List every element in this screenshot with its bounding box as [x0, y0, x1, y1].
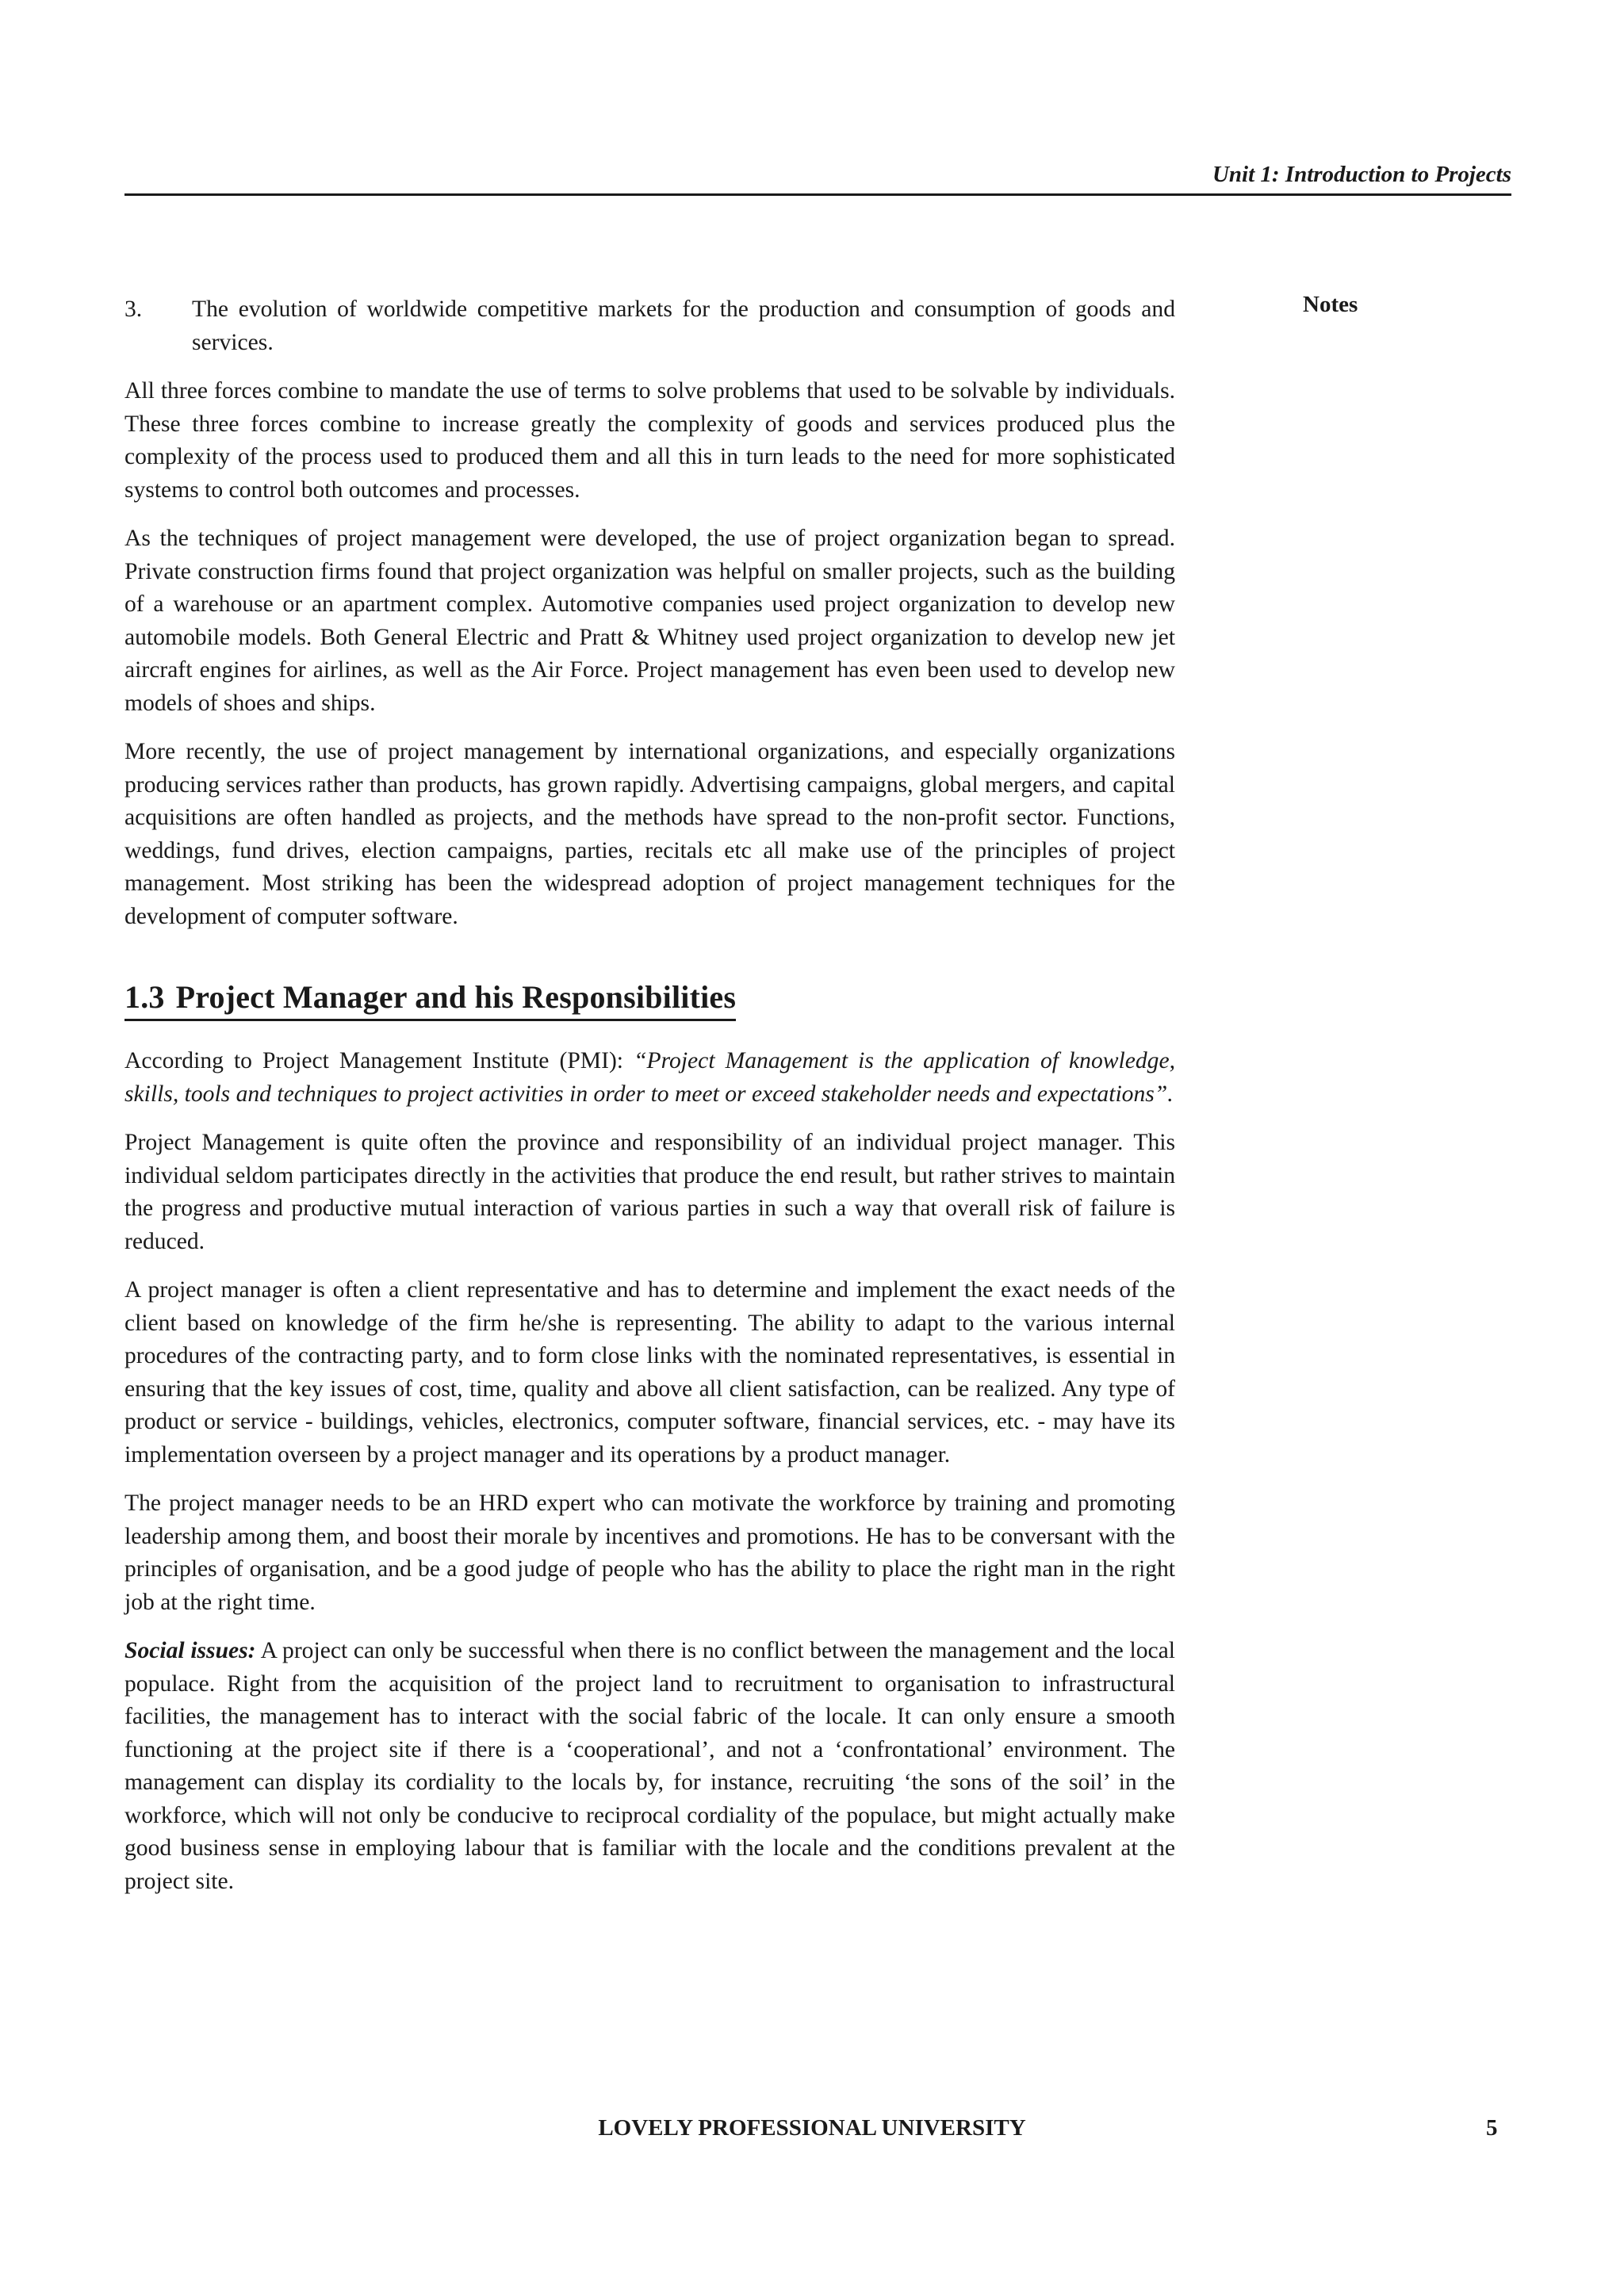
- social-issues-text: A project can only be successful when there is no conflict between the management and the local populace. Right from the acquisition of the project land to recruitment to organisation to infrastructural facilities, the management has to interact with the social fabric of the locale. It can only ensure a smooth functioning at the project site if there is a ‘cooperational’, and not a ‘confrontational’ environment. The management can display its cordiality to the locals by, for instance, recruiting ‘the sons of the soil’ in the workforce, which will not only be conducive to reciprocal cordiality of the populace, but might actually make good business sense in employing labour that is familiar with the locale and the conditions prevalent at the project site.: [124, 1638, 1175, 1894]
- paragraph: Project Management is quite often the province and responsibility of an individual project manager. This individual seldom participates directly in the activities that produce the end result, but rather strives to maintain the progress and productive mutual interaction of various parties in such a way that overall risk of failure is reduced.: [124, 1130, 1175, 1254]
- page-number: 5: [1486, 2115, 1498, 2141]
- social-issues-label: Social issues:: [124, 1638, 256, 1663]
- list-item-text: The evolution of worldwide competitive markets for the production and consumption of goods and services.: [192, 297, 1175, 355]
- pmi-lead-text: According to Project Management Institute (PMI):: [124, 1048, 634, 1073]
- paragraph: The project manager needs to be an HRD expert who can motivate the workforce by training and promoting leadership among them, and boost their morale by incentives and promotions. He has to be conversant with the principles of organisation, and be a good judge of people who has the ability to place the right man in the right job at the right time.: [124, 1490, 1175, 1615]
- paragraph: As the techniques of project management were developed, the use of project organization began to spread. Private construction firms found that project organization was helpful on smaller projects, such as the building of a warehouse or an apartment complex. Automotive companies used project organization to develop new automobile models. Both General Electric and Pratt & Whitney used project organization to develop new jet aircraft engines for airlines, as well as the Air Force. Project management has even been used to develop new models of shoes and ships.: [124, 526, 1175, 716]
- paragraph: All three forces combine to mandate the use of terms to solve problems that used to be solvable by individuals. These three forces combine to increase greatly the complexity of goods and services produced plus the complexity of the process used to produced them and all this in turn leads to the need for more sophisticated systems to control both outcomes and processes.: [124, 378, 1175, 503]
- paragraph: A project manager is often a client representative and has to determine and implement the exact needs of the client based on knowledge of the firm he/she is representing. The ability to adapt to the various internal procedures of the contracting party, and to form close links with the nominated representatives, is essential in ensuring that the key issues of cost, time, quality and above all client satisfaction, can be realized. Any type of product or service - buildings, vehicles, electronics, computer software, financial services, etc. - may have its implementation overseen by a project manager and its operations by a product manager.: [124, 1277, 1175, 1468]
- running-header: [124, 157, 1511, 196]
- section-heading: [124, 978, 736, 1021]
- paragraph: More recently, the use of project management by international organizations, and especially organizations producing services rather than products, has grown rapidly. Advertising campaigns, global mergers, and capital acquisitions are often handled as projects, and the methods have spread to the non-profit sector. Functions, weddings, fund drives, election campaigns, parties, recitals etc all make use of the principles of project management. Most striking has been the widespread adoption of project management techniques for the development of computer software.: [124, 739, 1175, 929]
- section-title: Project Manager and his Responsibilities: [175, 979, 737, 1015]
- pmi-definition-paragraph: [124, 1045, 1175, 1111]
- notes-margin-label: Notes: [1303, 292, 1358, 317]
- section-number: 1.3: [124, 979, 165, 1015]
- pmi-quote: “Project Management is the application of knowledge, skills, tools and techniques to project activities in order to meet or exceed stakeholder needs and expectations”.: [124, 1048, 1175, 1107]
- unit-title: Unit 1: Introduction to Projects: [1212, 162, 1511, 187]
- main-text-column: [124, 293, 1175, 1914]
- list-item-number: 3.: [124, 297, 143, 322]
- social-issues-paragraph: [124, 1635, 1175, 1898]
- list-item: [124, 293, 1175, 359]
- footer-university: LOVELY PROFESSIONAL UNIVERSITY: [598, 2115, 1026, 2141]
